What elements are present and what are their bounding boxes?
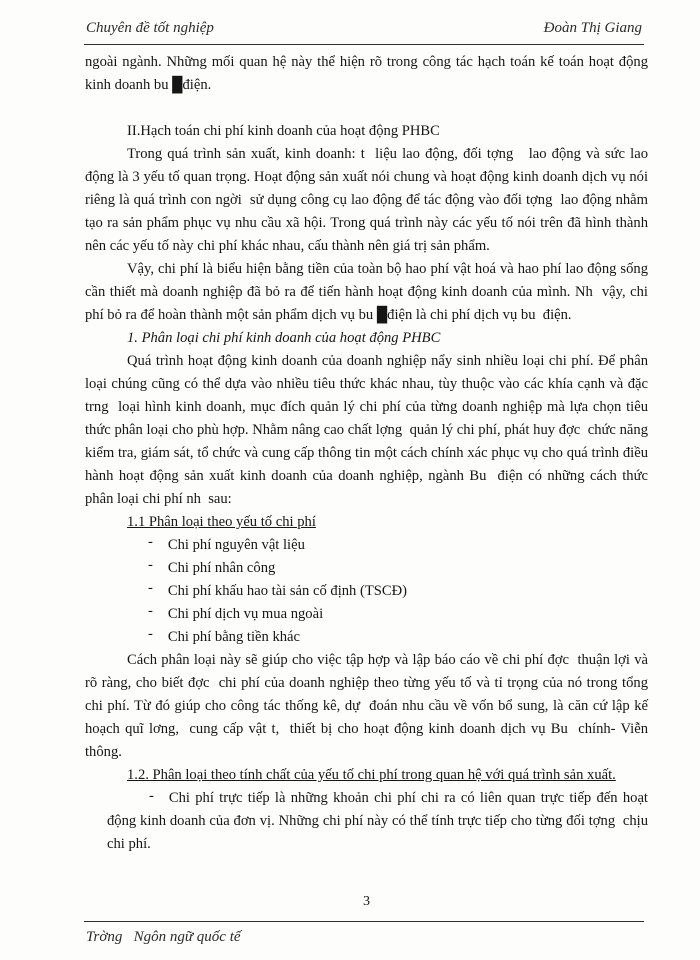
- list-item: [148, 580, 648, 603]
- list-item: [148, 603, 648, 626]
- subsection-heading-1-1: 1.1 Phân loại theo yếu tố chi phí: [127, 514, 316, 530]
- list-item: [148, 557, 648, 580]
- dash-bullet-icon: -: [148, 603, 153, 619]
- subsection-heading-1-2: 1.2. Phân loại theo tính chất của yếu tố chi phí trong quan hệ với quá trình sản xuất.: [127, 767, 616, 783]
- header-author-name: Đoàn Thị Giang: [543, 20, 642, 36]
- header-divider: [84, 44, 644, 45]
- page-number: 3: [363, 894, 370, 909]
- footer-divider: [84, 921, 644, 922]
- list-item: [148, 534, 648, 557]
- page-footer: [86, 929, 241, 946]
- subsection-heading-1: 1. Phân loại chi phí kinh doanh của hoạt động PHBC: [127, 330, 441, 346]
- header-doc-title: Chuyên đề tốt nghiệp: [86, 20, 214, 36]
- paragraph-classification-benefit: Cách phân loại này sẽ giúp cho việc tập hợp và lập báo cáo về chi phí đợc thuận lợi và rõ ràng, cho biết đợc chi phí của doanh nghiệp theo từng yếu tố và tỉ trọng của nó trong tổng chi phí. Từ đó giúp cho công tác thống kê, dự đoán nhu cầu về vốn bổ sung, là căn cứ lập kế hoạch quĩ lơng, cung cấp vật t, thiết bị cho hoạt động kinh doanh dịch vụ Bu chính- Viễn thông.: [85, 652, 648, 760]
- list-item-text: Chi phí dịch vụ mua ngoài: [167, 606, 324, 622]
- paragraph-direct-costs: [107, 787, 648, 856]
- page-header: [86, 20, 642, 37]
- dash-bullet-icon: -: [149, 788, 154, 804]
- dash-bullet-icon: -: [148, 580, 153, 596]
- paragraph-cost-definition: Vậy, chi phí là biểu hiện bằng tiền của toàn bộ hao phí vật hoá và hao phí lao động sống cần thiết mà doanh nghiệp đã bỏ ra để tiến hành hoạt động kinh doanh của mình. Nh vậy, chi phí bỏ ra để hoàn thành một sản phẩm dịch vụ bu █điện là chi phí dịch vụ bu điện.: [85, 261, 648, 323]
- list-item-text: Chi phí nguyên vật liệu: [167, 537, 305, 553]
- list-item-text: Chi phí khấu hao tài sản cố định (TSCĐ): [167, 583, 408, 599]
- paragraph-production-factors: Trong quá trình sản xuất, kinh doanh: t liệu lao động, đối tợng lao động và sức lao động là 3 yếu tố quan trọng. Hoạt động sản xuất nói chung và hoạt động kinh doanh dịch vụ nói riêng là quá trình con ngời sử dụng công cụ lao động để tác động vào đối tợng lao động nhằm tạo ra sản phẩm phục vụ nhu cầu xã hội. Trong quá trình này các yếu tố nói trên đã hình thành nên các yếu tố này chi phí khác nhau, cấu thành nên giá trị sản phẩm.: [85, 146, 648, 254]
- dash-bullet-icon: -: [148, 534, 153, 550]
- list-item-text: Chi phí bằng tiền khác: [167, 629, 301, 645]
- paragraph-classification-intro: Quá trình hoạt động kinh doanh của doanh nghiệp nẩy sinh nhiều loại chi phí. Để phân loại chúng cũng có thể dựa vào nhiều tiêu thức khác nhau, tùy thuộc vào các khía cạnh và đặc trng loại hình kinh doanh, mục đích quản lý chi phí của từng doanh nghiệp mà lựa chọn tiêu thức phân loại cho phù hợp. Nhằm nâng cao chất lợng quản lý chi phí, phát huy đợc chức năng kiểm tra, giám sát, tổ chức và cung cấp thông tin một cách chính xác phục vụ cho quá trình điều hành hoạt động sản xuất kinh doanh của doanh nghiệp, ngành Bu điện có những cách thức phân loại chi phí nh sau:: [85, 353, 648, 507]
- list-item-text: Chi phí nhân công: [167, 560, 276, 576]
- paragraph-text: Chi phí trực tiếp là những khoản chi phí chi ra có liên quan trực tiếp đến hoạt động kinh doanh của đơn vị. Những chi phí này có thể tính trực tiếp cho từng đối tợng chịu chi phí.: [107, 790, 648, 852]
- footer-text: Trờng Ngôn ngữ quốc tế: [86, 929, 241, 945]
- document-body: [85, 51, 648, 856]
- dash-bullet-icon: -: [148, 626, 153, 642]
- cost-elements-list: [85, 534, 648, 649]
- list-item: [148, 626, 648, 649]
- section-heading-ii: II.Hạch toán chi phí kinh doanh của hoạt động PHBC: [127, 123, 440, 139]
- dash-bullet-icon: -: [148, 557, 153, 573]
- paragraph-continuation: ngoài ngành. Những mối quan hệ này thể hiện rõ trong công tác hạch toán kế toán hoạt động kinh doanh bu █điện.: [85, 54, 648, 93]
